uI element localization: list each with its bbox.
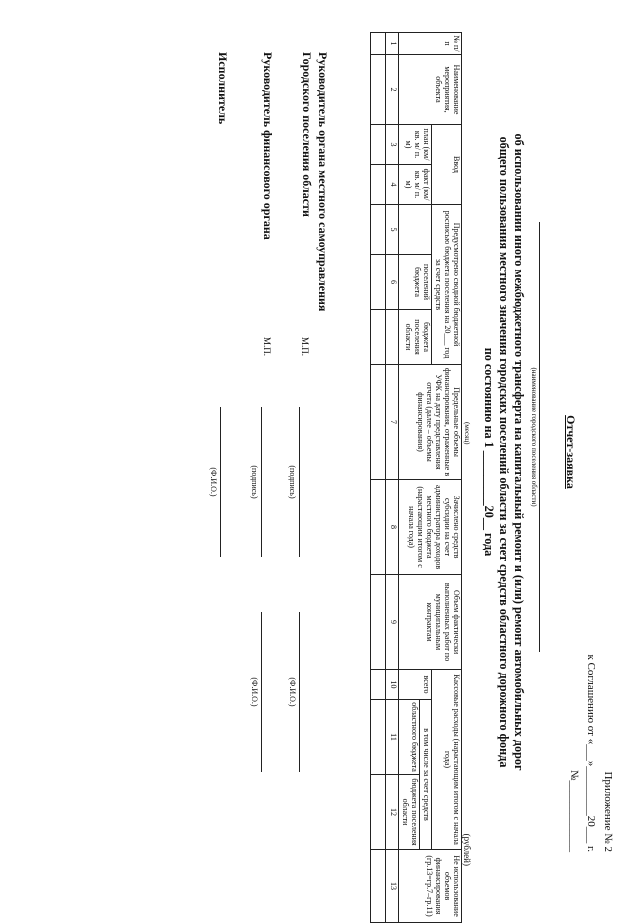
header-local: поселений бюджета <box>399 255 432 310</box>
col-num: 1 <box>386 33 399 55</box>
appendix-agreement-number: №_____________ <box>567 770 580 852</box>
header-volume: Объем фактически выполненных работ по муниципальным контрактам <box>399 575 462 670</box>
header-oblast: бюджета поселения области <box>399 310 432 365</box>
appendix-number: Приложение № 2 <box>602 771 614 852</box>
table-row <box>371 33 386 923</box>
header-cash: Кассовые расходы (нарастающим итогом с начала года) <box>432 670 462 850</box>
fio-caption-exec: (Ф.И.О.) <box>209 467 218 497</box>
col-num: 4 <box>386 165 399 205</box>
stamp-mark-1: М.П. <box>300 337 310 357</box>
signature-caption-head: (подпись) <box>288 465 297 499</box>
col-num: 3 <box>386 125 399 165</box>
header-planned-blank <box>399 205 432 255</box>
main-title-line-2: общего пользования местного значения городских поселений области за счет средств областного дорожного фонда <box>497 136 512 768</box>
col-num: 10 <box>386 670 399 700</box>
fio-line-fin <box>261 612 274 772</box>
org-name-caption: (наименование городского поселения области) <box>530 222 540 652</box>
header-cash-oblast: областного бюджета <box>399 700 420 775</box>
col-num: 13 <box>386 850 399 923</box>
fio-caption-head: (Ф.И.О.) <box>288 677 297 707</box>
stamp-mark-2: М.П. <box>262 337 272 357</box>
main-title <box>481 52 526 852</box>
signature-head-label-2: Городского поселения области <box>300 52 314 217</box>
header-plan: план (км/ кв. м/ п. м) <box>399 125 432 165</box>
header-unused: Не использование объемов финансирования (гр.13=гр.7–гр.11) <box>399 850 462 923</box>
header-total: всего <box>399 670 432 700</box>
signature-line-head <box>299 407 312 557</box>
header-input: Ввод <box>432 125 462 205</box>
header-limits: Предельные объемы финансирования, отраженные в УФК на дату представления отчета (далее – объемы финансирования) <box>399 365 462 480</box>
header-fact: факт (км/ кв. м/ п. м) <box>399 165 432 205</box>
col-num: 2 <box>386 55 399 125</box>
signature-fin-label: Руководитель финансового органа <box>261 52 275 240</box>
appendix-agreement: к Соглашению от «___»_________20___ г. <box>584 654 597 852</box>
month-caption: (месяц) <box>463 422 471 445</box>
main-title-line-1: об использовании иного межбюджетного трансферта на капитальный ремонт и (или) ремонт автомобильных дорог <box>512 133 526 771</box>
col-num: 6 <box>386 255 399 310</box>
fio-line-exec <box>220 407 233 557</box>
header-incl: в том числе за счет средств <box>420 700 432 850</box>
document-sheet <box>10 12 630 917</box>
col-num: 8 <box>386 480 399 575</box>
col-num: 12 <box>386 775 399 850</box>
col-num: 7 <box>386 365 399 480</box>
main-title-line-3: по состоянию на 1 _________20__ года <box>482 347 497 557</box>
report-title: Отчет-заявка <box>564 415 578 489</box>
header-name: Наименование мероприятия, объекта <box>399 55 462 125</box>
header-planned: Предусмотрено сводной бюджетной росписью бюджета поселения на 20___ год за счет средств <box>432 205 462 365</box>
fio-line-head <box>299 612 312 772</box>
currency-unit: (рублей) <box>462 833 472 866</box>
col-num: 11 <box>386 700 399 775</box>
header-credited: Зачислено средств субсидии на счет администратора доходов местного бюджета (нарастающим итогом с начала года) <box>399 480 462 575</box>
header-num: № п/п <box>399 33 462 55</box>
fio-caption-fin: (Ф.И.О.) <box>250 677 259 707</box>
col-num: 9 <box>386 575 399 670</box>
signature-line-fin <box>261 407 274 557</box>
signature-caption-fin: (подпись) <box>250 465 259 499</box>
signature-exec-label: Исполнитель <box>216 52 230 125</box>
col-num <box>386 310 399 365</box>
header-cash-budget: бюджета поселения области <box>399 775 420 850</box>
signature-head-label: Руководитель органа местного самоуправления <box>316 52 330 312</box>
col-num: 5 <box>386 205 399 255</box>
report-table <box>370 32 462 923</box>
